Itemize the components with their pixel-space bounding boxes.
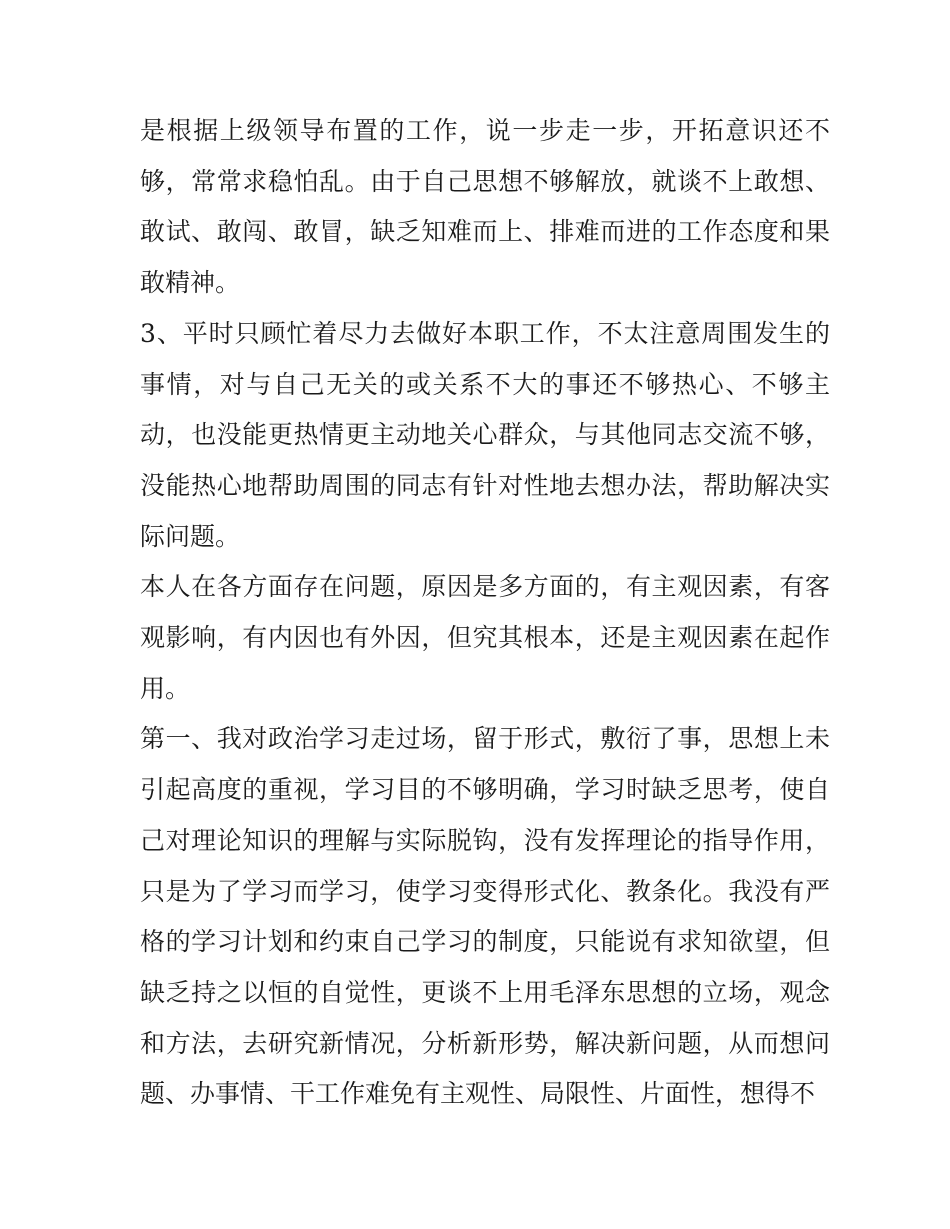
document-body — [140, 106, 830, 1120]
paragraph-cause-summary: 本人在各方面存在问题，原因是多方面的，有主观因素，有客观影响，有内因也有外因，但究其根本，还是主观因素在起作用。 — [140, 572, 830, 703]
paragraph-continuation: 是根据上级领导布置的工作，说一步走一步，开拓意识还不够，常常求稳怕乱。由于自己思想不够解放，就谈不上敢想、敢试、敢闯、敢冒，缺乏知难而上、排难而进的工作态度和果敢精神。 — [140, 116, 830, 298]
paragraph-point-3: 3、平时只顾忙着尽力去做好本职工作，不太注意周围发生的事情，对与自己无关的或关系不大的事还不够热心、不够主动，也没能更热情更主动地关心群众，与其他同志交流不够，没能热心地帮助周围的同志有针对性地去想办法，帮助解决实际问题。 — [140, 318, 830, 551]
paragraph-first-cause: 第一、我对政治学习走过场，留于形式，敷衍了事，思想上未引起高度的重视，学习目的不够明确，学习时缺乏思考，使自己对理论知识的理解与实际脱钩，没有发挥理论的指导作用，只是为了学习而学习，使学习变得形式化、教条化。我没有严格的学习计划和约束自己学习的制度，只能说有求知欲望，但缺乏持之以恒的自觉性，更谈不上用毛泽东思想的立场，观念和方法，去研究新情况，分析新形势，解决新问题，从而想问题、办事情、干工作难免有主观性、局限性、片面性，想得不 — [140, 724, 830, 1109]
